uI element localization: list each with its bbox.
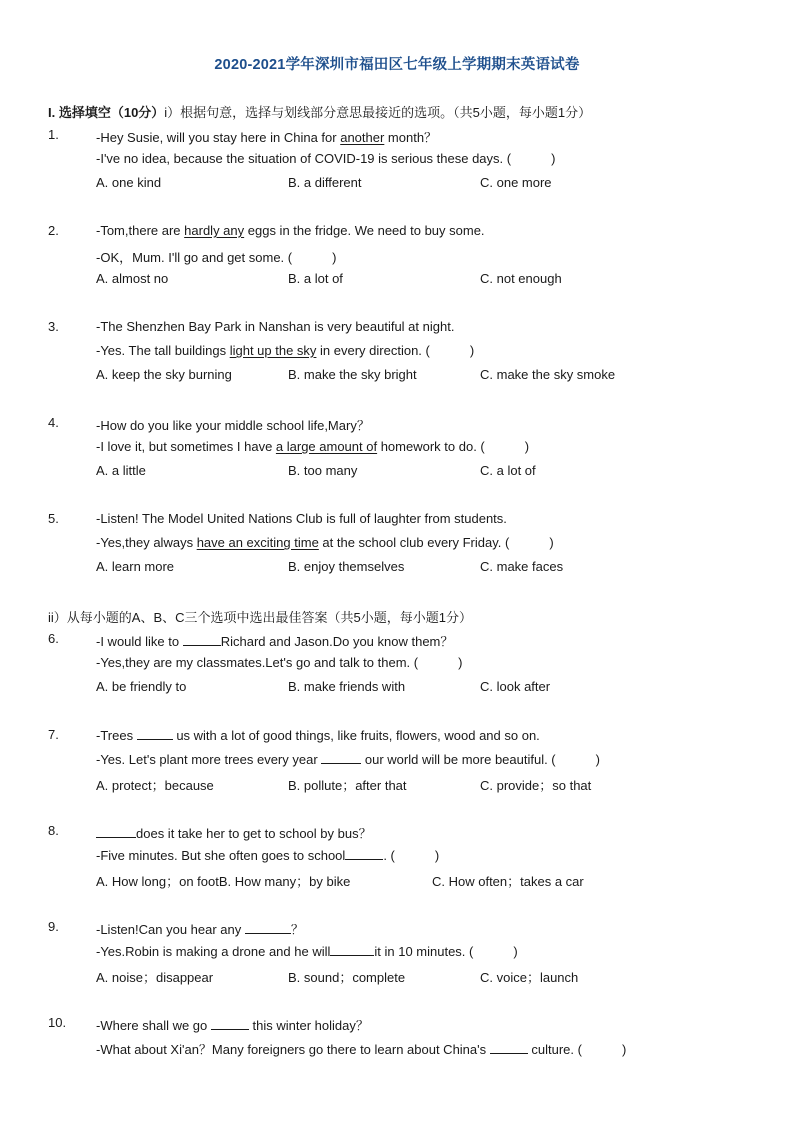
underlined-phrase: hardly any: [184, 223, 245, 238]
option-c[interactable]: C. one more: [480, 175, 552, 190]
text: culture. (: [527, 1042, 582, 1057]
text: it in 10 minutes. (: [374, 944, 474, 959]
question-number: 7.: [48, 727, 59, 742]
fill-blank[interactable]: [330, 943, 374, 956]
question-line-2: [96, 1039, 626, 1058]
text: -Yes.Robin is making a drone and he will: [96, 944, 331, 959]
fill-blank[interactable]: [345, 847, 383, 860]
section-heading: [48, 102, 591, 121]
option-c[interactable]: C. provide；so that: [480, 778, 592, 793]
question-line-2: [96, 943, 518, 959]
text: -Five minutes. But she often goes to school: [96, 848, 346, 863]
question-line-2: [96, 439, 529, 454]
text: -I would like to: [96, 634, 183, 649]
option-a[interactable]: A. a little: [96, 463, 146, 478]
text: this winter holiday？: [248, 1018, 369, 1033]
question-number: 5.: [48, 511, 59, 526]
question-line-2: [96, 151, 555, 166]
section-title: I. 选择填空（10分）: [48, 105, 165, 120]
text: ): [551, 151, 556, 166]
text: does it take her to get to school by bus？: [136, 826, 372, 841]
option-b[interactable]: B. too many: [288, 463, 358, 478]
option-b[interactable]: B. a lot of: [288, 271, 343, 286]
text: Richard and Jason.Do you know them？: [220, 634, 454, 649]
option-a[interactable]: A. noise；disappear: [96, 970, 214, 985]
option-c[interactable]: C. make faces: [480, 559, 564, 574]
text: -Yes,they are my classmates.Let's go and talk to them. (: [96, 655, 419, 670]
question-number: 9.: [48, 919, 59, 934]
question-line-1: [96, 727, 540, 743]
text: -Yes. The tall buildings: [96, 343, 230, 358]
text: ): [621, 1042, 627, 1057]
text: at the school club every Friday. (: [318, 535, 510, 550]
part-one-instructions: i）根据句意，选择与划线部分意思最接近的选项。（共5小题，每小题1分）: [164, 105, 592, 120]
underlined-phrase: a large amount of: [275, 439, 378, 454]
option-b[interactable]: B. pollute；after that: [288, 778, 407, 793]
question-line-1: -The Shenzhen Bay Park in Nanshan is very beautiful at night.: [96, 319, 455, 334]
option-a[interactable]: A. keep the sky burning: [96, 367, 232, 382]
question-line-1: [96, 631, 453, 650]
text: ): [458, 655, 463, 670]
question-number: 1.: [48, 127, 59, 142]
question-number: 10.: [48, 1015, 67, 1030]
text: ): [513, 944, 518, 959]
text: -I love it, but sometimes I have: [96, 439, 276, 454]
fill-blank[interactable]: [96, 825, 136, 838]
text: eggs in the fridge. We need to buy some.: [244, 223, 485, 238]
fill-blank[interactable]: [137, 727, 173, 740]
text: -Where shall we go: [96, 1018, 211, 1033]
option-a[interactable]: A. protect；because: [96, 778, 214, 793]
question-number: 2.: [48, 223, 59, 238]
underlined-phrase: light up the sky: [229, 343, 317, 358]
question-line-1: [96, 127, 437, 146]
option-c[interactable]: C. How often；takes a car: [432, 874, 584, 889]
option-c[interactable]: C. a lot of: [480, 463, 536, 478]
text: us with a lot of good things, like fruits, flowers, wood and so on.: [172, 728, 540, 743]
text: -Yes. Let's plant more trees every year: [96, 752, 322, 767]
question-line-2: [96, 343, 474, 358]
page-title: 2020-2021学年深圳市福田区七年级上学期期末英语试卷: [214, 57, 580, 73]
option-b[interactable]: B. a different: [288, 175, 362, 190]
text: ？: [290, 922, 304, 937]
question-line-2: [96, 535, 554, 550]
question-line-1: [96, 1015, 369, 1034]
option-a[interactable]: A. one kind: [96, 175, 162, 190]
option-c[interactable]: C. not enough: [480, 271, 562, 286]
text: . (: [383, 848, 395, 863]
option-b[interactable]: B. enjoy themselves: [288, 559, 405, 574]
question-line-2: [96, 247, 336, 266]
question-line-2: [96, 847, 439, 863]
option-b[interactable]: B. make the sky bright: [288, 367, 417, 382]
option-b[interactable]: B. sound；complete: [288, 970, 406, 985]
text: -OK，Mum. I'll go and get some. (: [96, 250, 293, 265]
question-line-1: -Listen! The Model United Nations Club is full of laughter from students.: [96, 511, 507, 526]
question-line-2: [96, 655, 462, 670]
text: homework to do. (: [377, 439, 485, 454]
option-c[interactable]: C. voice；launch: [480, 970, 579, 985]
question-number: 6.: [48, 631, 59, 646]
fill-blank[interactable]: [183, 633, 221, 646]
text: -Tom,there are: [96, 223, 185, 238]
option-c[interactable]: C. look after: [480, 679, 551, 694]
text: our world will be more beautiful. (: [361, 752, 556, 767]
text: ): [595, 752, 600, 767]
fill-blank[interactable]: [211, 1017, 249, 1030]
question-number: 8.: [48, 823, 59, 838]
option-a[interactable]: A. almost no: [96, 271, 169, 286]
text: -Yes,they always: [96, 535, 197, 550]
text: month？: [384, 130, 438, 145]
underlined-phrase: have an exciting time: [196, 535, 319, 550]
text: ): [549, 535, 554, 550]
option-b[interactable]: B. make friends with: [288, 679, 406, 694]
question-line-1: [96, 919, 304, 938]
fill-blank[interactable]: [245, 921, 291, 934]
option-a[interactable]: A. be friendly to: [96, 679, 187, 694]
option-c[interactable]: C. make the sky smoke: [480, 367, 616, 382]
text: -Trees: [96, 728, 137, 743]
option-a[interactable]: A. learn more: [96, 559, 175, 574]
question-number: 4.: [48, 415, 59, 430]
question-line-1: [96, 823, 372, 842]
part-two-instructions: ii）从每小题的A、B、C三个选项中选出最佳答案（共5小题，每小题1分）: [48, 610, 472, 625]
option-a-b[interactable]: A. How long；on footB. How many；by bike: [96, 874, 351, 889]
question-line-1: [96, 223, 485, 238]
text: ): [434, 848, 440, 863]
text: -Listen!Can you hear any: [96, 922, 245, 937]
fill-blank[interactable]: [490, 1041, 528, 1054]
question-line-2: [96, 751, 600, 767]
question-line-1: -How do you like your middle school life,Mary？: [96, 418, 370, 433]
underlined-phrase: another: [340, 130, 385, 145]
fill-blank[interactable]: [321, 751, 361, 764]
text: ): [524, 439, 530, 454]
text: ): [332, 250, 337, 265]
text: -What about Xi'an？Many foreigners go there to learn about China's: [96, 1042, 490, 1057]
text: -Hey Susie, will you stay here in China for: [96, 130, 341, 145]
question-number: 3.: [48, 319, 59, 334]
text: ): [469, 343, 475, 358]
text: -I've no idea, because the situation of COVID-19 is serious these days. (: [96, 151, 512, 166]
text: in every direction. (: [316, 343, 430, 358]
